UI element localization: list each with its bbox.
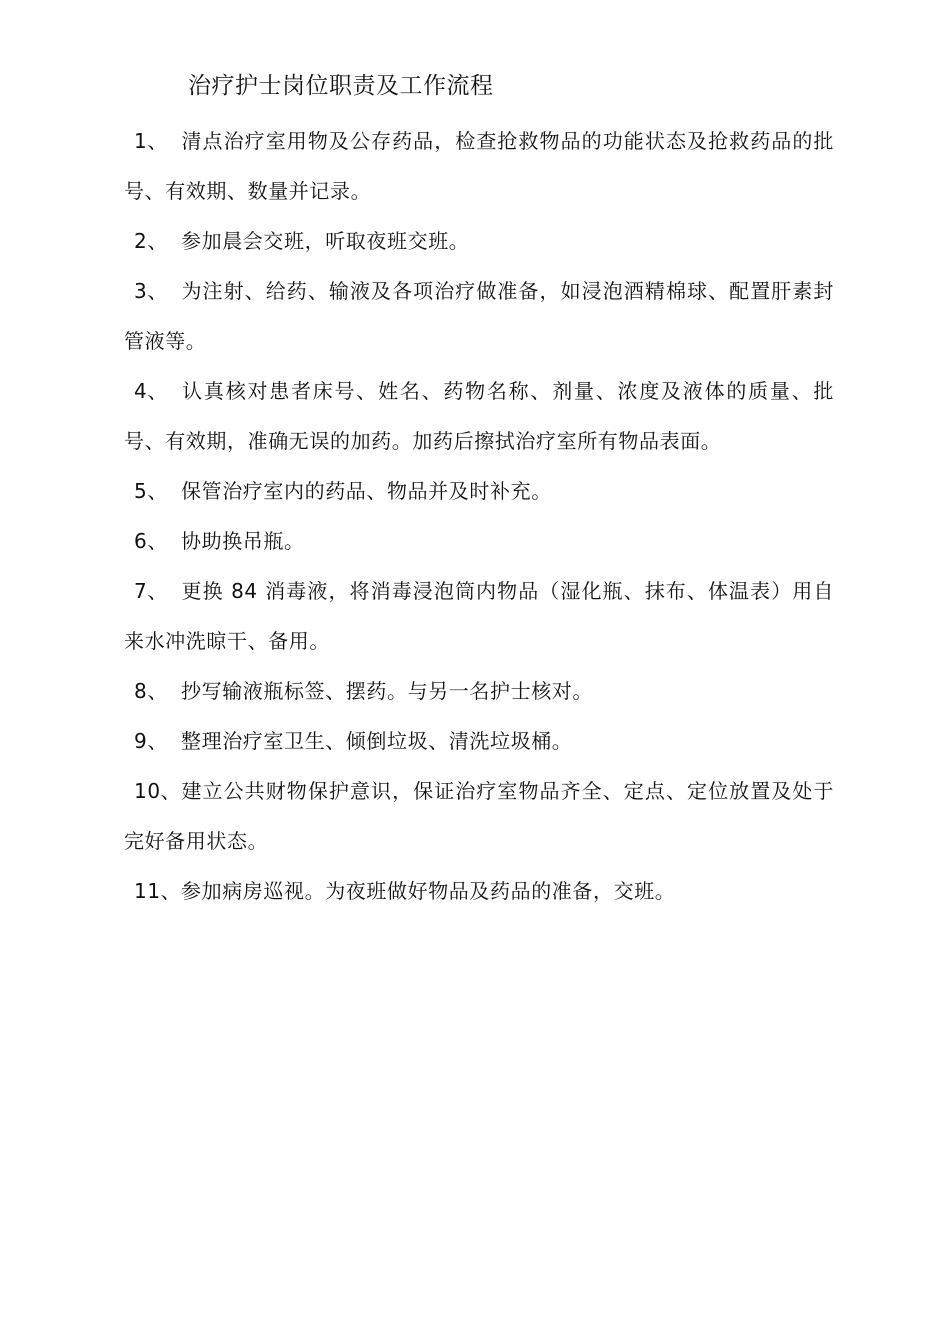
- duty-item-text: 抄写输液瓶标签、摆药。与另一名护士核对。: [181, 679, 593, 703]
- duty-item: [124, 116, 834, 216]
- duty-item: [124, 716, 834, 766]
- duty-item-text: 保管治疗室内的药品、物品并及时补充。: [181, 479, 552, 503]
- duty-item-text: 更换 84 消毒液，将消毒浸泡筒内物品（湿化瓶、抹布、体温表）用自来水冲洗晾干、备用。: [124, 579, 834, 653]
- duty-item-text: 参加病房巡视。为夜班做好物品及药品的准备，交班。: [181, 879, 676, 903]
- duty-item-text: 清点治疗室用物及公存药品，检查抢救物品的功能状态及抢救药品的批号、有效期、数量并记录。: [124, 129, 834, 203]
- duty-item-number: 3、: [134, 279, 168, 303]
- document-title: 治疗护士岗位职责及工作流程: [188, 73, 494, 99]
- duty-item: [124, 516, 834, 566]
- duty-item: [124, 566, 834, 666]
- duty-item-text: 为注射、给药、输液及各项治疗做准备，如浸泡酒精棉球、配置肝素封管液等。: [124, 279, 834, 353]
- duty-item-number: 4、: [134, 379, 168, 403]
- duty-item: [124, 266, 834, 366]
- duty-item-text: 认真核对患者床号、姓名、药物名称、剂量、浓度及液体的质量、批号、有效期，准确无误的加药。加药后擦拭治疗室所有物品表面。: [124, 379, 834, 453]
- duty-item: [124, 766, 834, 866]
- duty-item-number: 11、: [134, 879, 182, 903]
- duty-item: [124, 366, 834, 466]
- duty-item-number: 5、: [134, 479, 168, 503]
- duty-item-text: 参加晨会交班，听取夜班交班。: [181, 229, 470, 253]
- duty-item-text: 协助换吊瓶。: [181, 529, 305, 553]
- duty-item: [124, 666, 834, 716]
- duty-item: [124, 216, 834, 266]
- duty-item-text: 建立公共财物保护意识，保证治疗室物品齐全、定点、定位放置及处于完好备用状态。: [124, 779, 834, 853]
- duty-item-number: 1、: [134, 129, 168, 153]
- duty-item-number: 7、: [134, 579, 168, 603]
- duty-list: [124, 116, 834, 916]
- duty-item-number: 2、: [134, 229, 168, 253]
- duty-item: [124, 866, 834, 916]
- duty-item-text: 整理治疗室卫生、倾倒垃圾、清洗垃圾桶。: [181, 729, 573, 753]
- duty-item-number: 6、: [134, 529, 168, 553]
- duty-item-number: 9、: [134, 729, 168, 753]
- duty-item-number: 8、: [134, 679, 168, 703]
- duty-item-number: 10、: [134, 779, 182, 803]
- duty-item: [124, 466, 834, 516]
